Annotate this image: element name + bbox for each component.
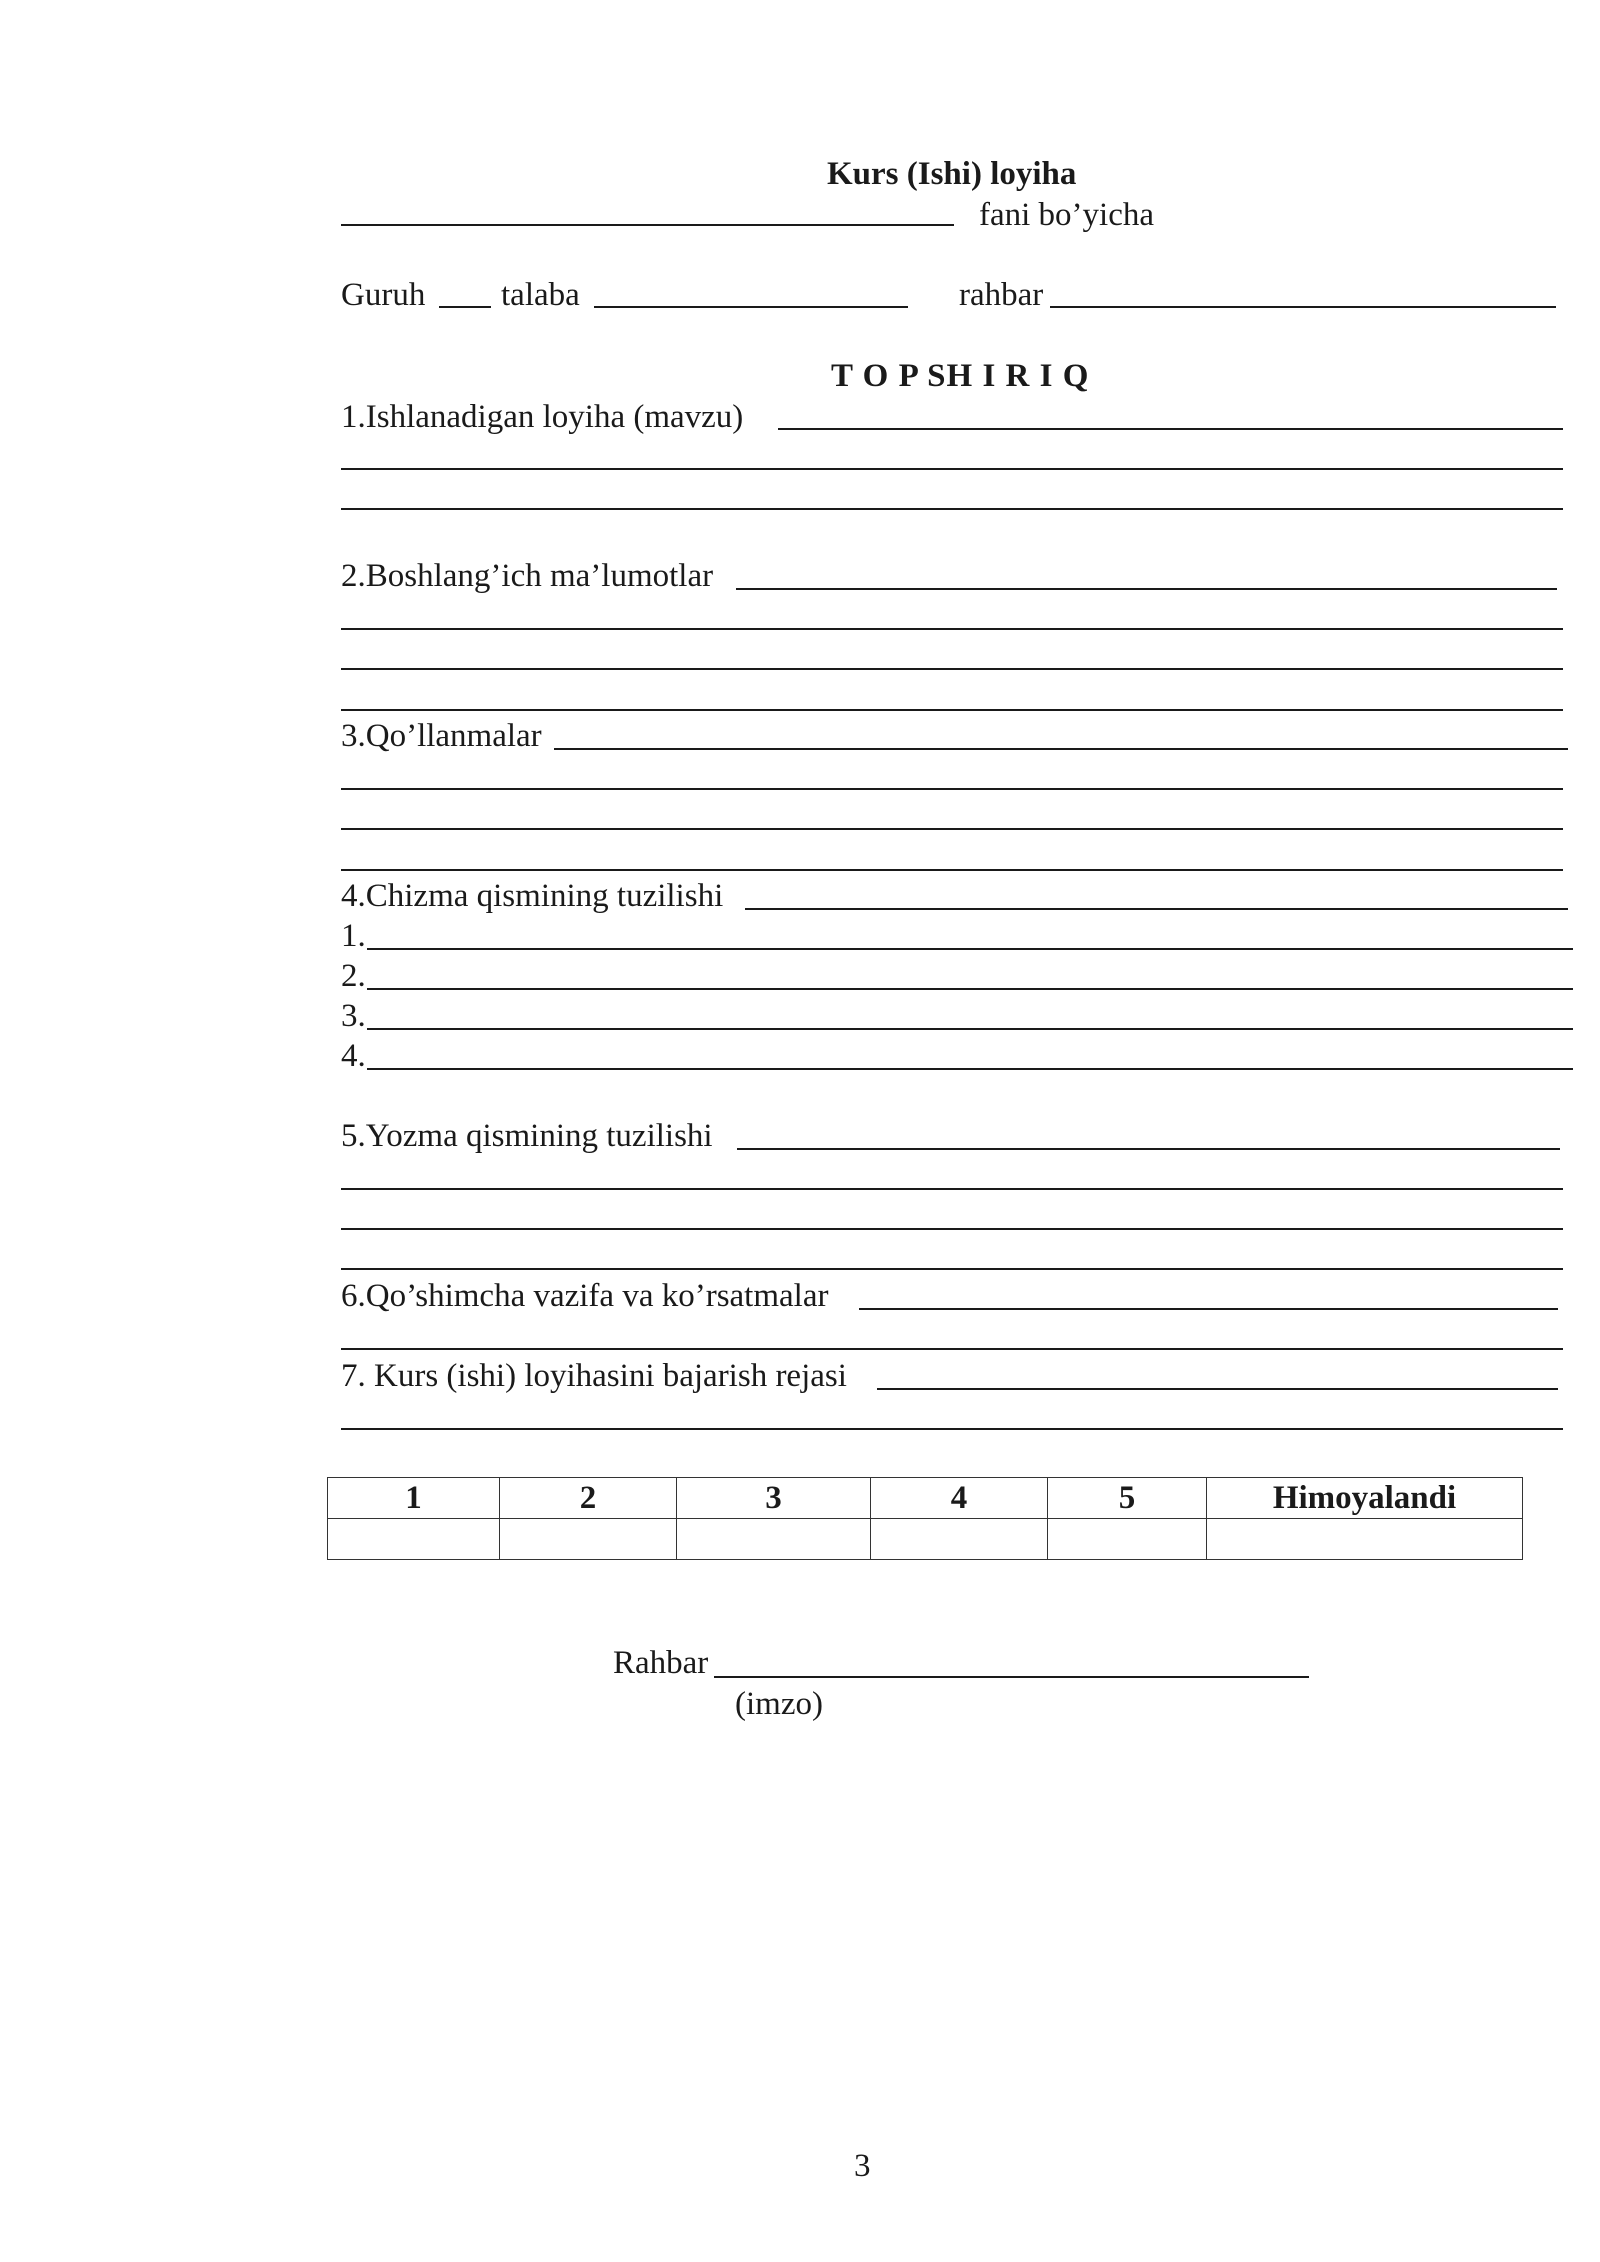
section-6-line bbox=[341, 1348, 1563, 1350]
signature-caption: (imzo) bbox=[735, 1686, 823, 1722]
subject-fill-line bbox=[341, 224, 954, 226]
section-4-item: 3. bbox=[341, 998, 366, 1034]
section-5-line bbox=[341, 1268, 1563, 1270]
section-7-fill-line bbox=[877, 1388, 1558, 1390]
signature-label: Rahbar bbox=[613, 1645, 709, 1681]
grade-cell bbox=[328, 1519, 500, 1560]
section-4-item-line bbox=[367, 988, 1573, 990]
section-3-line bbox=[341, 869, 1563, 871]
signature-line bbox=[714, 1676, 1309, 1678]
student-fill-line bbox=[594, 306, 908, 308]
section-4-item-line bbox=[367, 948, 1573, 950]
grade-cell bbox=[677, 1519, 871, 1560]
supervisor-label: rahbar bbox=[959, 277, 1044, 313]
section-2-line bbox=[341, 709, 1563, 711]
document-title: Kurs (Ishi) loyiha bbox=[827, 156, 1077, 192]
group-label: Guruh bbox=[341, 277, 426, 313]
section-5-label: 5.Yozma qismining tuzilishi bbox=[341, 1118, 713, 1154]
section-3-line bbox=[341, 788, 1563, 790]
supervisor-fill-line bbox=[1050, 306, 1556, 308]
grade-column-header: 4 bbox=[871, 1478, 1048, 1519]
group-fill-line bbox=[439, 306, 491, 308]
section-7-label: 7. Kurs (ishi) loyihasini bajarish rejasi bbox=[341, 1358, 847, 1394]
defended-column-header: Himoyalandi bbox=[1207, 1478, 1523, 1519]
section-4-item-line bbox=[367, 1068, 1573, 1070]
grade-table-header-row bbox=[328, 1478, 1523, 1519]
section-4-item: 4. bbox=[341, 1038, 366, 1074]
grade-column-header: 2 bbox=[500, 1478, 677, 1519]
grade-cell bbox=[1048, 1519, 1207, 1560]
section-4-label: 4.Chizma qismining tuzilishi bbox=[341, 878, 724, 914]
page-number: 3 bbox=[854, 2148, 871, 2184]
section-4-item: 1. bbox=[341, 918, 366, 954]
section-4-item-line bbox=[367, 1028, 1573, 1030]
section-2-line bbox=[341, 628, 1563, 630]
section-2-label: 2.Boshlang’ich ma’lumotlar bbox=[341, 558, 714, 594]
section-4-fill-line bbox=[745, 908, 1568, 910]
section-5-line bbox=[341, 1188, 1563, 1190]
subject-suffix: fani bo’yicha bbox=[979, 197, 1155, 233]
section-2-line bbox=[341, 668, 1563, 670]
section-1-line bbox=[341, 508, 1563, 510]
section-3-fill-line bbox=[554, 748, 1568, 750]
section-1-line bbox=[341, 468, 1563, 470]
grade-table bbox=[327, 1477, 1523, 1560]
section-5-line bbox=[341, 1228, 1563, 1230]
grade-column-header: 1 bbox=[328, 1478, 500, 1519]
section-6-fill-line bbox=[859, 1308, 1558, 1310]
section-3-line bbox=[341, 828, 1563, 830]
section-2-fill-line bbox=[736, 588, 1557, 590]
section-3-label: 3.Qo’llanmalar bbox=[341, 718, 542, 754]
section-5-fill-line bbox=[737, 1148, 1560, 1150]
defended-cell bbox=[1207, 1519, 1523, 1560]
grade-column-header: 5 bbox=[1048, 1478, 1207, 1519]
student-label: talaba bbox=[501, 277, 580, 313]
grade-cell bbox=[871, 1519, 1048, 1560]
section-6-label: 6.Qo’shimcha vazifa va ko’rsatmalar bbox=[341, 1278, 829, 1314]
section-4-item: 2. bbox=[341, 958, 366, 994]
grade-table-row bbox=[328, 1519, 1523, 1560]
section-7-line bbox=[341, 1428, 1563, 1430]
section-1-fill-line bbox=[778, 428, 1563, 430]
grade-column-header: 3 bbox=[677, 1478, 871, 1519]
section-1-label: 1.Ishlanadigan loyiha (mavzu) bbox=[341, 399, 744, 435]
grade-cell bbox=[500, 1519, 677, 1560]
assignment-heading: T O P SH I R I Q bbox=[831, 358, 1090, 394]
